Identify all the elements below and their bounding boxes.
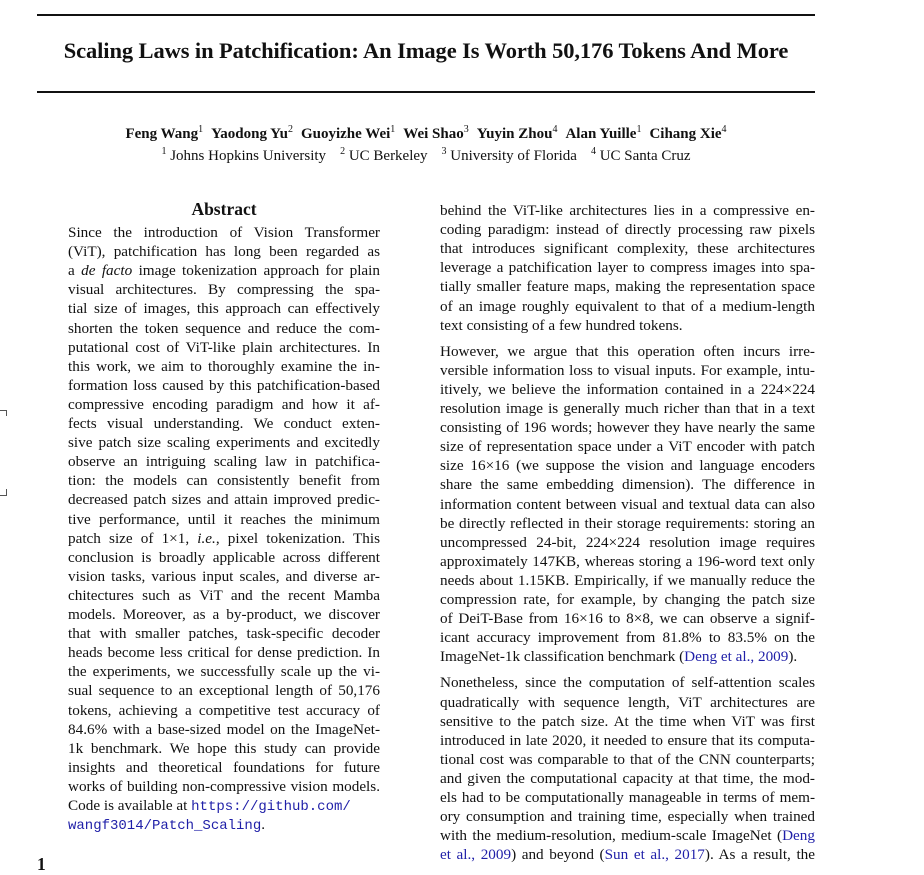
abstract-line: chitectures such as ViT and the recent Mamba [68, 586, 380, 604]
abstract-line: Since the introduction of Vision Transformer [68, 224, 380, 241]
abstract-line: compressive encoding paradigm and how it af- [68, 395, 380, 413]
abstract-line: fects visual understanding. We conduct exten- [68, 415, 380, 432]
author-name: Yuyin Zhou$^4$ [476, 124, 558, 142]
abstract-line: tokens, achieving a competitive test accuracy of [68, 701, 380, 719]
body-line: text consisting of a few hundred tokens. [440, 316, 683, 334]
body-line: be directly reflected in their storage requirements: storing an [440, 514, 815, 532]
author-name: Wei Shao$^3$ [403, 124, 469, 142]
body-line: size 16×16 (we suppose the vision and language encoders [440, 457, 815, 475]
body-line: behind the ViT-like architectures lies in a compressive en- [440, 202, 815, 219]
author-affiliation-mark: 4 [552, 124, 558, 135]
abstract-line: visual architectures. By compressing the spa- [68, 281, 380, 299]
paper-title: Scaling Laws in Patchification: An Image Is Worth 50,176 Tokens And More [63, 38, 789, 63]
abstract-line: works of building non-compressive vision models. [68, 777, 380, 795]
margin-crop-mark [0, 495, 7, 496]
body-line: ory consumption and training time, especially when trained [440, 808, 815, 826]
author-affiliation-mark: 1 [390, 124, 396, 135]
body-line: with the medium-resolution, medium-scale ImageNet (Deng [440, 827, 815, 845]
abstract-line: decreased patch sizes and attain improved predic- [68, 491, 380, 509]
abstract-line: conclusion is broadly applicable across different [68, 548, 380, 566]
abstract-line: observe an intriguing scaling law in patchifica- [68, 453, 380, 471]
title-bottom-rule [37, 91, 815, 93]
author-name: Yaodong Yu$^2$ [211, 124, 293, 142]
abstract-line: patch size of 1×1, i.e., pixel tokenization. This [68, 529, 381, 547]
author-affiliation-mark: 1 [198, 124, 204, 135]
abstract-line: that with smaller patches, task-specific decoder [68, 625, 380, 643]
body-line: itively, we believe the information contained in a 224×224 [440, 380, 815, 398]
affiliation-mark: 4 [590, 146, 596, 157]
abstract-line: models. Moreover, as a by-product, we discover [68, 606, 380, 623]
affiliation: $^3$ University of Florida [441, 146, 577, 164]
body-line: that introduces significant complexity, these architectures [440, 240, 815, 258]
abstract-line: 1k benchmark. We hope this study can provide [68, 739, 380, 757]
body-line: uncompressed 24-bit, 224×224 resolution image requires [440, 533, 815, 551]
body-line: ImageNet-1k classification benchmark (Deng et al., 2009). [440, 648, 798, 666]
body-line: However, we argue that this operation often incurs irre- [440, 342, 815, 360]
author-affiliation-mark: 1 [636, 124, 642, 135]
abstract-line: sual sequence to an exceptional length of 50,176 [68, 682, 380, 700]
abstract-line: Code is available at https://github.com/ [68, 797, 351, 815]
abstract-line: tion: the models can consistently benefit from [68, 472, 380, 490]
affiliation: $^4$ UC Santa Cruz [590, 146, 691, 164]
title-top-rule [37, 14, 815, 16]
affiliation: $^2$ UC Berkeley [340, 146, 428, 164]
abstract-line: formation loss caused by this patchification-based [68, 376, 380, 394]
body-line: and given the computational capacity at that time, the mod- [440, 769, 815, 787]
italic-term: de facto [81, 262, 133, 280]
abstract-line: (ViT), patchification has long been regarded as [68, 243, 380, 261]
author-list [0, 124, 852, 143]
body-line: of DeiT-Base from 16×16 to 8×8, we can observe a signif- [440, 610, 815, 628]
affiliation: $^1$ Johns Hopkins University [161, 146, 327, 164]
body-line: coding paradigm: instead of directly processing raw pixels [440, 221, 815, 239]
citation-link[interactable]: Deng [782, 827, 815, 845]
body-line: els had to be computationally manageable in terms of mem- [440, 789, 815, 806]
abstract-line: the experiments, we successfully scale up the vi- [68, 663, 380, 681]
body-line: introduced in late 2020, it needed to ensure that its computa- [440, 731, 815, 749]
code-link: https://github.com/ [191, 799, 351, 815]
code-link[interactable]: wangf3014/Patch_Scaling [68, 818, 262, 835]
abstract-line: shorten the token sequence and reduce the com- [68, 319, 380, 337]
abstract-line: insights and theoretical foundations for future [68, 758, 380, 776]
author-name: Guoyizhe Wei$^1$ [300, 124, 396, 142]
body-line: icant accuracy improvement from 81.8% to 83.5% on the [440, 629, 815, 647]
citation-link[interactable]: Deng et al., 2009 [684, 648, 789, 666]
body-line: Nonetheless, since the computation of self-attention scales [440, 674, 815, 692]
abstract-line: tial size of images, this approach can effectively [68, 300, 380, 318]
section-heading-partial: 1 [37, 854, 46, 874]
author-name: Alan Yuille$^1$ [565, 124, 642, 142]
abstract-line: this work, we aim to thoroughly examine the in- [68, 357, 380, 375]
affiliation-list [0, 146, 852, 165]
body-line: information content between visual and textual data can also [440, 495, 815, 513]
author-name: Cihang Xie$^4$ [649, 124, 727, 142]
citation-link[interactable]: et al., 2009 [440, 846, 512, 864]
abstract-line: sive patch size scaling experiments and excitedly [68, 434, 380, 452]
body-line: leverage a patchification layer to compress images into spa- [440, 259, 815, 277]
body-line: approximately 147KB, whereas storing a 196-word text only [440, 552, 815, 570]
author-affiliation-mark: 2 [287, 124, 293, 135]
body-line: et al., 2009) and beyond (Sun et al., 2017). As a result, the [440, 846, 815, 864]
body-line: needs about 1.15KB. Empirically, if we manually reduce the [440, 571, 815, 589]
affiliation-mark: 1 [161, 146, 167, 157]
author-affiliation-mark: 4 [721, 124, 727, 135]
abstract-line: 84.6% with a base-sized model on the ImageNet- [68, 720, 380, 738]
body-line: versible information loss to visual inputs. For example, intu- [440, 361, 815, 379]
body-line: sensitive to the patch size. At the time when ViT was first [440, 712, 815, 730]
body-line: quadratically with sequence length, ViT architectures are [440, 693, 815, 711]
affiliation-mark: 2 [340, 146, 346, 157]
abstract-line: a de facto image tokenization approach for plain [68, 262, 380, 280]
body-line: of an image roughly equivalent to that of a medium-length [440, 297, 815, 315]
author-name: Feng Wang$^1$ [125, 124, 204, 142]
abstract-line: tive performance, until it reaches the minimum [68, 510, 380, 528]
affiliation-mark: 3 [441, 146, 447, 157]
abstract-line: heads become less critical for dense prediction. In [68, 644, 380, 662]
body-line: tially smaller feature maps, making the representation space [440, 278, 815, 296]
italic-term: i.e. [197, 529, 216, 547]
abstract-line: vision tasks, various input scales, and diverse ar- [68, 567, 380, 585]
body-line: tional cost was comparable to that of the CNN counterparts; [440, 750, 815, 768]
abstract-heading: Abstract [191, 199, 257, 219]
abstract-line: putational cost of ViT-like plain architectures. In [68, 338, 380, 356]
body-line: resolution image is generally much richer than that in a text [440, 400, 815, 417]
author-affiliation-mark: 3 [463, 124, 469, 135]
citation-link[interactable]: Sun et al., 2017 [604, 846, 705, 864]
abstract-line: wangf3014/Patch_Scaling. [68, 816, 266, 835]
body-line: share the same embedding dimension). The difference in [440, 476, 815, 494]
body-line: compression rate, for example, by changing the patch size [440, 591, 815, 608]
body-line: consisting of 196 words; however they have nearly the same [440, 419, 815, 437]
body-line: size of representation space under a ViT encoder with patch [440, 438, 815, 456]
margin-crop-mark [0, 410, 7, 411]
